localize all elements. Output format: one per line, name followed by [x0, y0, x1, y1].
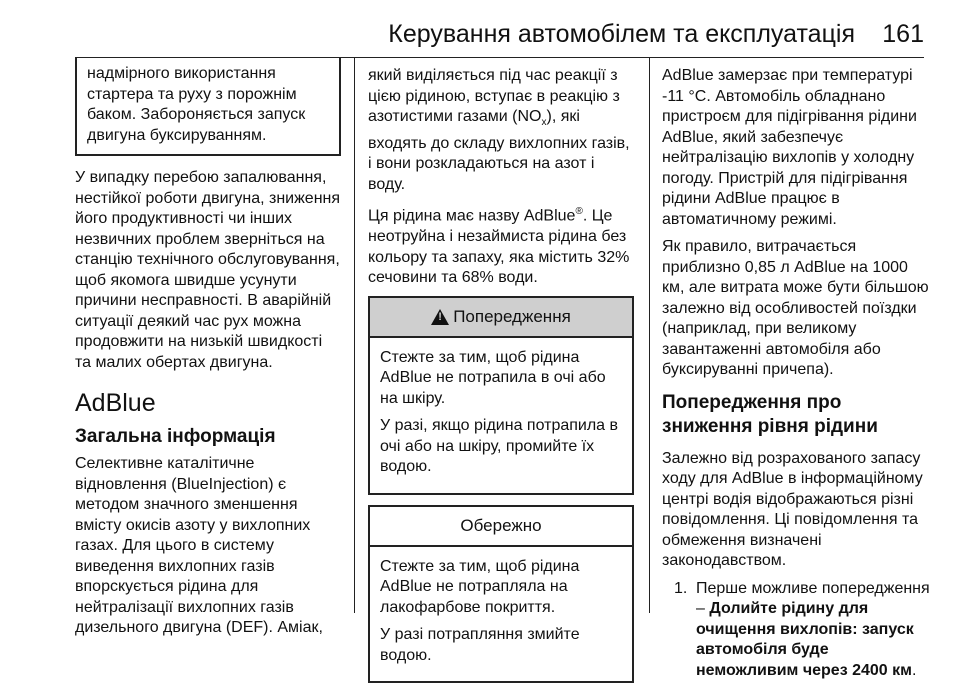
- page-header: [0, 0, 960, 58]
- warning-text-1: Стежте за тим, щоб рідина AdBlue не потрапила в очі або на шкіру.: [380, 348, 606, 407]
- list-item: [674, 579, 934, 682]
- caution-box: [368, 505, 634, 684]
- warning-body: [370, 338, 632, 493]
- warning-header: [370, 298, 632, 338]
- warning-title: Попередження: [453, 306, 571, 326]
- page-header-title: Керування автомобілем та експлуатація: [388, 20, 855, 48]
- ammonia-text-a: який виділяється під час реакції з цією рідиною, вступає в реакцію з азотистими газами (NO: [368, 67, 620, 125]
- caution-body: [370, 547, 632, 682]
- freezing-paragraph: AdBlue замерзає при температурі -11 °C. Автомобіль обладнано пристроєм для підігрівання рідини AdBlue, який забезпечує нейтралізацію вихлопів у холодну погоду. Пристрій для підігрівання рідини AdBlue працює в автоматичному режимі.: [662, 67, 917, 228]
- column-1: [75, 58, 341, 646]
- list-item-end: .: [911, 661, 917, 679]
- section-heading-adblue: AdBlue: [75, 389, 156, 417]
- column-divider-2: [649, 58, 650, 613]
- caution-text-1: Стежте за тим, щоб рідина AdBlue не потрапляла на лакофарбове покриття.: [380, 557, 580, 616]
- caution-text-2: У разі потрапляння змийте водою.: [380, 626, 580, 664]
- page-number: 161: [882, 20, 924, 48]
- caution-title: Обережно: [460, 515, 542, 535]
- registered-mark: ®: [575, 206, 583, 218]
- consumption-paragraph: Як правило, витрачається приблизно 0,85 л AdBlue на 1000 км, але витрата може бути більшою залежно від особливостей поїздки (наприклад, при великому завантаженні автомобіля або буксируванні причепа).: [662, 238, 929, 378]
- scr-paragraph: Селективне каталітичне відновлення (BlueInjection) є методом значного зменшення вмісту окисів азоту у вихлопних газах. Для цього в систему виведення вихлопних газів впорскується рідина для нейтралізації вихлопних газів дизельного двигуна (DEF). Аміак,: [75, 455, 323, 636]
- column-2: [368, 58, 634, 693]
- adblue-description-paragraph: [368, 202, 634, 288]
- list-item-body: [696, 579, 934, 682]
- list-item-text: Перше можливе попередження –: [696, 579, 930, 617]
- warning-text-2: У разі, якщо рідина потрапила в очі або на шкіру, промийте їх водою.: [380, 417, 619, 476]
- caution-header: [370, 507, 632, 547]
- column-3: [662, 58, 934, 681]
- nox-subscript: x: [541, 117, 547, 129]
- ammonia-paragraph: [368, 66, 634, 195]
- column-divider-1: [354, 58, 355, 613]
- warning-box: [368, 296, 634, 495]
- continued-notice-box: [75, 58, 341, 156]
- low-level-warning-heading: Попередження про зниження рівня рідини: [662, 391, 878, 437]
- adblue-desc-b: . Це неотруйна і незаймиста рідина без кольору та запаху, яка містить 32% сечовини та 68% води.: [368, 207, 630, 287]
- continued-notice-text: надмірного використання стартера та руху з порожнім баком. Забороняється запуск двигуна буксируванням.: [87, 65, 306, 144]
- range-messages-paragraph: Залежно від розрахованого запасу ходу для AdBlue в інформаційному центрі водія відображаються різні повідомлення. Ці повідомлення та обмеження визначені законодавством.: [662, 449, 923, 569]
- list-item-number: 1.: [674, 579, 688, 597]
- ammonia-text-b: ), які входять до складу вихлопних газів, і вони розкладаються на азот і воду.: [368, 108, 630, 193]
- list-item-bold-message: Долийте рідину для очищення вихлопів: запуск автомобіля буде неможливим через 2400 км: [696, 600, 914, 679]
- warning-triangle-icon: [431, 309, 449, 325]
- subsection-heading-general: Загальна інформація: [75, 426, 276, 447]
- misfire-paragraph: У випадку перебою запалювання, нестійкої роботи двигуна, зниження його продуктивності чи інших незвичних проблем зверніться на станцію технічного обслуговування, щоб якомога швидше усунути причини несправності. В аварійній ситуації деякий час рух можна продовжити на низькій швидкості та малих обертах двигуна.: [75, 169, 341, 371]
- adblue-desc-a: Ця рідина має назву AdBlue: [368, 207, 576, 225]
